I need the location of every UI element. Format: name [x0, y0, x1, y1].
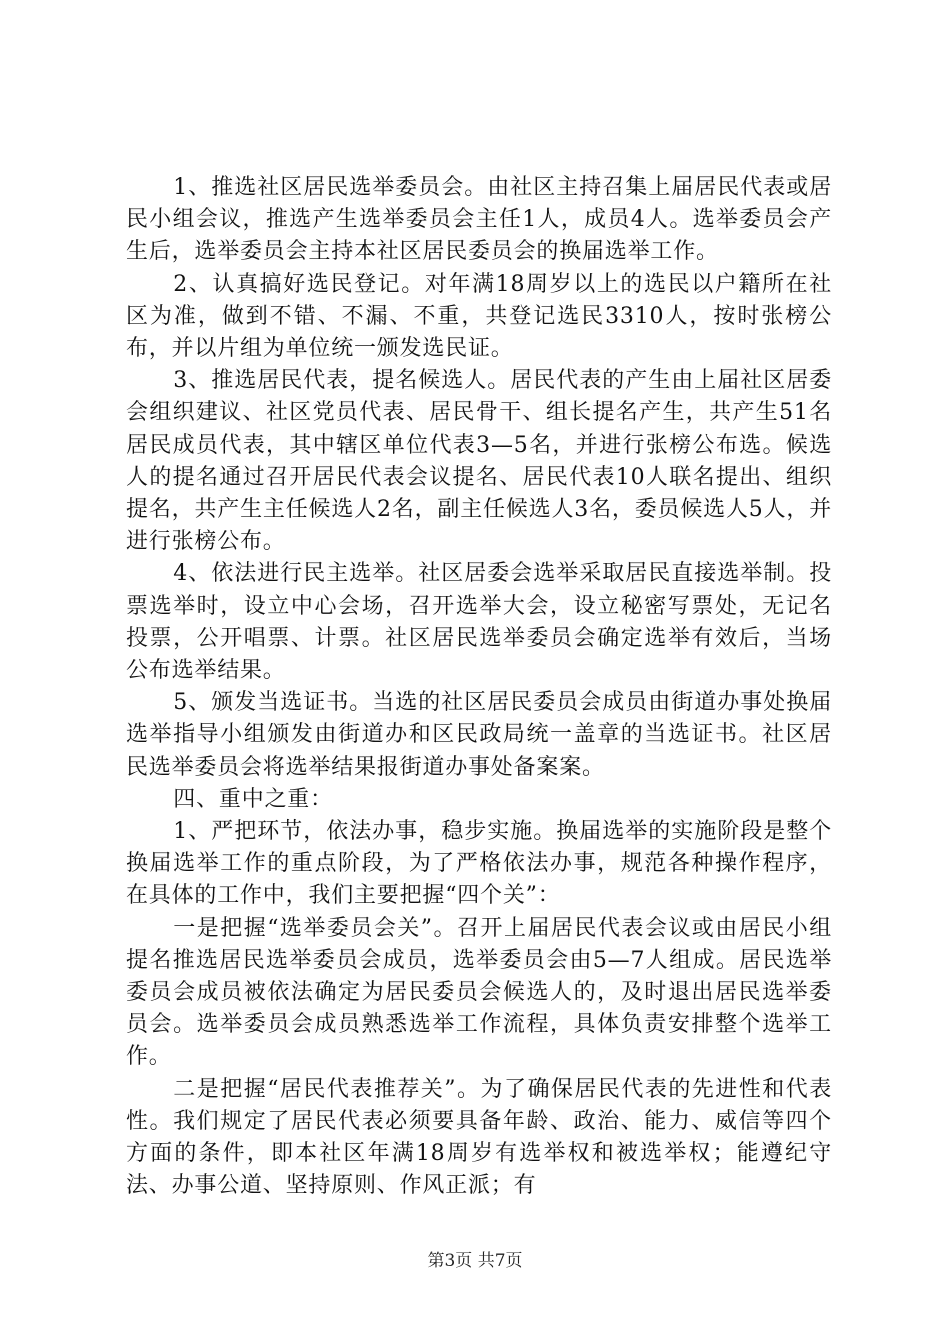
paragraph-7: 一是把握“选举委员会关”。召开上届居民代表会议或由居民小组提名推选居民选举委员会成员，选举委员会由5—7人组成。居民选举委员会成员被依法确定为居民委员会候选人的，及时退出居民选举委员会。选举委员会成员熟悉选举工作流程，具体负责安排整个选举工作。: [126, 915, 832, 1070]
section-heading: 四、重中之重：: [173, 786, 333, 812]
paragraph-8: 二是把握“居民代表推荐关”。为了确保居民代表的先进性和代表性。我们规定了居民代表必须要具备年龄、政治、能力、威信等四个方面的条件，即本社区年满18周岁有选举权和被选举权；能遵纪守法、办事公道、坚持原则、作风正派；有: [126, 1076, 832, 1199]
paragraph-4: 4、依法进行民主选举。社区居委会选举采取居民直接选举制。投票选举时，设立中心会场，召开选举大会，设立秘密写票处，无记名投票，公开唱票、计票。社区居民选举委员会确定选举有效后，当场公布选举结果。: [126, 561, 832, 684]
paragraph-3: 3、推选居民代表，提名候选人。居民代表的产生由上届社区居委会组织建议、社区党员代表、居民骨干、组长提名产生，共产生51名居民成员代表，其中辖区单位代表3—5名，并进行张榜公布选。候选人的提名通过召开居民代表会议提名、居民代表10人联名提出、组织提名，共产生主任候选人2名，副主任候选人3名，委员候选人5人，并进行张榜公布。: [126, 368, 832, 555]
document-body: [126, 172, 832, 1203]
paragraph-6: 1、严把环节，依法办事，稳步实施。换届选举的实施阶段是整个换届选举工作的重点阶段，为了严格依法办事，规范各种操作程序，在具体的工作中，我们主要把握“四个关”：: [126, 819, 832, 909]
paragraph-2: 2、认真搞好选民登记。对年满18周岁以上的选民以户籍所在社区为准，做到不错、不漏、不重，共登记选民3310人，按时张榜公布，并以片组为单位统一颁发选民证。: [126, 271, 832, 362]
paragraph-5: 5、颁发当选证书。当选的社区居民委员会成员由街道办事处换届选举指导小组颁发由街道办和区民政局统一盖章的当选证书。社区居民选举委员会将选举结果报街道办事处备案案。: [126, 690, 832, 780]
page-number-footer: 第3页 共7页: [427, 1251, 523, 1271]
paragraph-1: 1、推选社区居民选举委员会。由社区主持召集上届居民代表或居民小组会议，推选产生选举委员会主任1人，成员4人。选举委员会产生后，选举委员会主持本社区居民委员会的换届选举工作。: [126, 175, 832, 265]
